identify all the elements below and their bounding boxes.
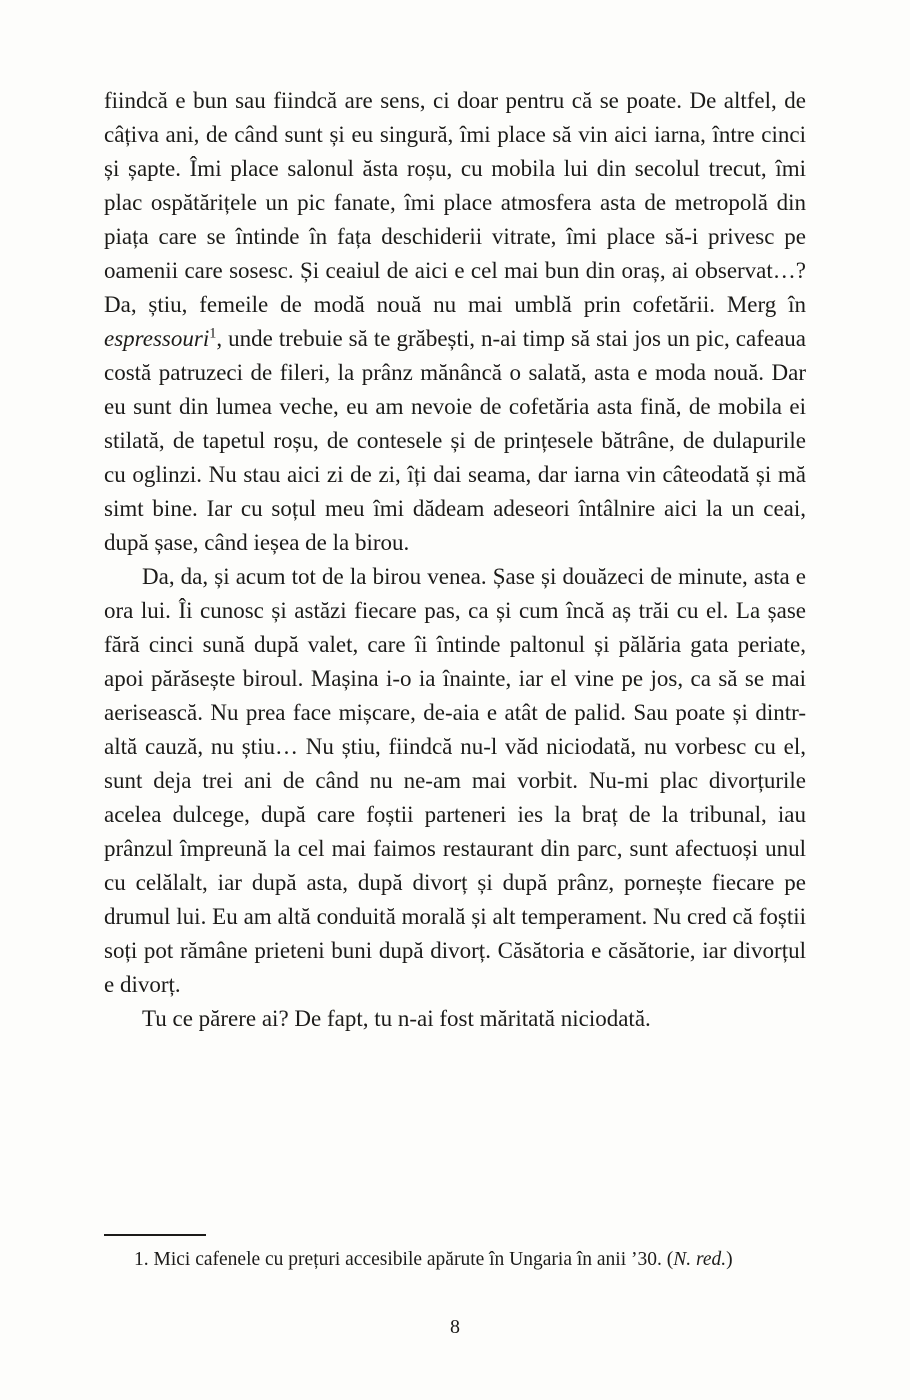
paragraph-1-text-a: fiindcă e bun sau fiindcă are sens, ci doar pentru că se poate. De altfel, de câțiva ani, de când sunt și eu singură, îmi place să vin aici iarna, între cinci și șapte. Îmi place salonul ăsta roșu, cu mobila lui din secolul trecut, îmi plac ospătărițele un pic fanate, îmi place atmosfera asta de metropolă din piața care se întinde în fața deschiderii vitrate, îmi place să-i privesc pe oamenii care sosesc. Și ceaiul de aici e cel mai bun din oraș, ai observat…? Da, știu, femeile de modă nouă nu mai umblă prin cofetării. Merg în — [104, 88, 806, 317]
paragraph-3: Tu ce părere ai? De fapt, tu n-ai fost măritată niciodată. — [142, 1006, 651, 1031]
footnote-text — [104, 1247, 806, 1273]
paragraph-2: Da, da, și acum tot de la birou venea. Șase și douăzeci de minute, asta e ora lui. Îi cunosc și astăzi fiecare pas, ca și cum încă aș trăi cu el. La șase fără cinci sună după valet, care îi întinde paltonul și pălăria gata periate, apoi părăsește biroul. Mașina i-o ia înainte, iar el vine pe jos, ca să se mai aerisească. Nu prea face mișcare, de-aia e atât de palid. Sau poate și dintr-altă cauză, nu știu… Nu știu, fiindcă nu-l văd niciodată, nu vorbesc cu el, sunt deja trei ani de când nu ne-am mai vorbit. Nu-mi plac divorțurile acelea dulcege, după care foștii parteneri ies la braț de la tribunal, iau prânzul împreună la cel mai faimos restaurant din parc, sunt afectuoși unul cu celălalt, iar după asta, după divorț și după prânz, pornește fiecare pe drumul lui. Eu am altă conduită morală și alt temperament. Nu cred că foștii soți pot rămâne prieteni buni după divorț. Căsătoria e căsătorie, iar divorțul e divorț. — [104, 564, 806, 997]
footnote-separator-rule — [104, 1234, 206, 1236]
paragraph-1-text-b: , unde trebuie să te grăbești, n-ai timp să stai jos un pic, cafeaua costă patruzeci de fileri, la prânz mănâncă o salată, asta e moda nouă. Dar eu sunt din lumea veche, eu am nevoie de cofetăria asta fină, de mobila ei stilată, de tapetul roșu, de contesele și de prințesele bătrâne, de dulapurile cu oglinzi. Nu stau aici zi de zi, îți dai seama, dar iarna vin câteodată și mă simt bine. Iar cu soțul meu îmi dădeam adeseori întâlnire aici la un ceai, după șase, când ieșea de la birou. — [104, 326, 806, 555]
espressouri-italic-word: espressouri — [104, 326, 210, 351]
footnote-text-a: 1. Mici cafenele cu prețuri accesibile apărute în Ungaria în anii ’30. ( — [134, 1249, 674, 1270]
footnote-text-b: ) — [726, 1249, 733, 1270]
body-text — [104, 84, 806, 1036]
footnote-ref-marker: 1 — [209, 325, 217, 342]
page-number: 8 — [450, 1316, 460, 1338]
paragraph-continuation — [104, 84, 806, 560]
footnote-editor-note-italic: N. red. — [673, 1249, 727, 1270]
footnote-block — [104, 1234, 806, 1273]
